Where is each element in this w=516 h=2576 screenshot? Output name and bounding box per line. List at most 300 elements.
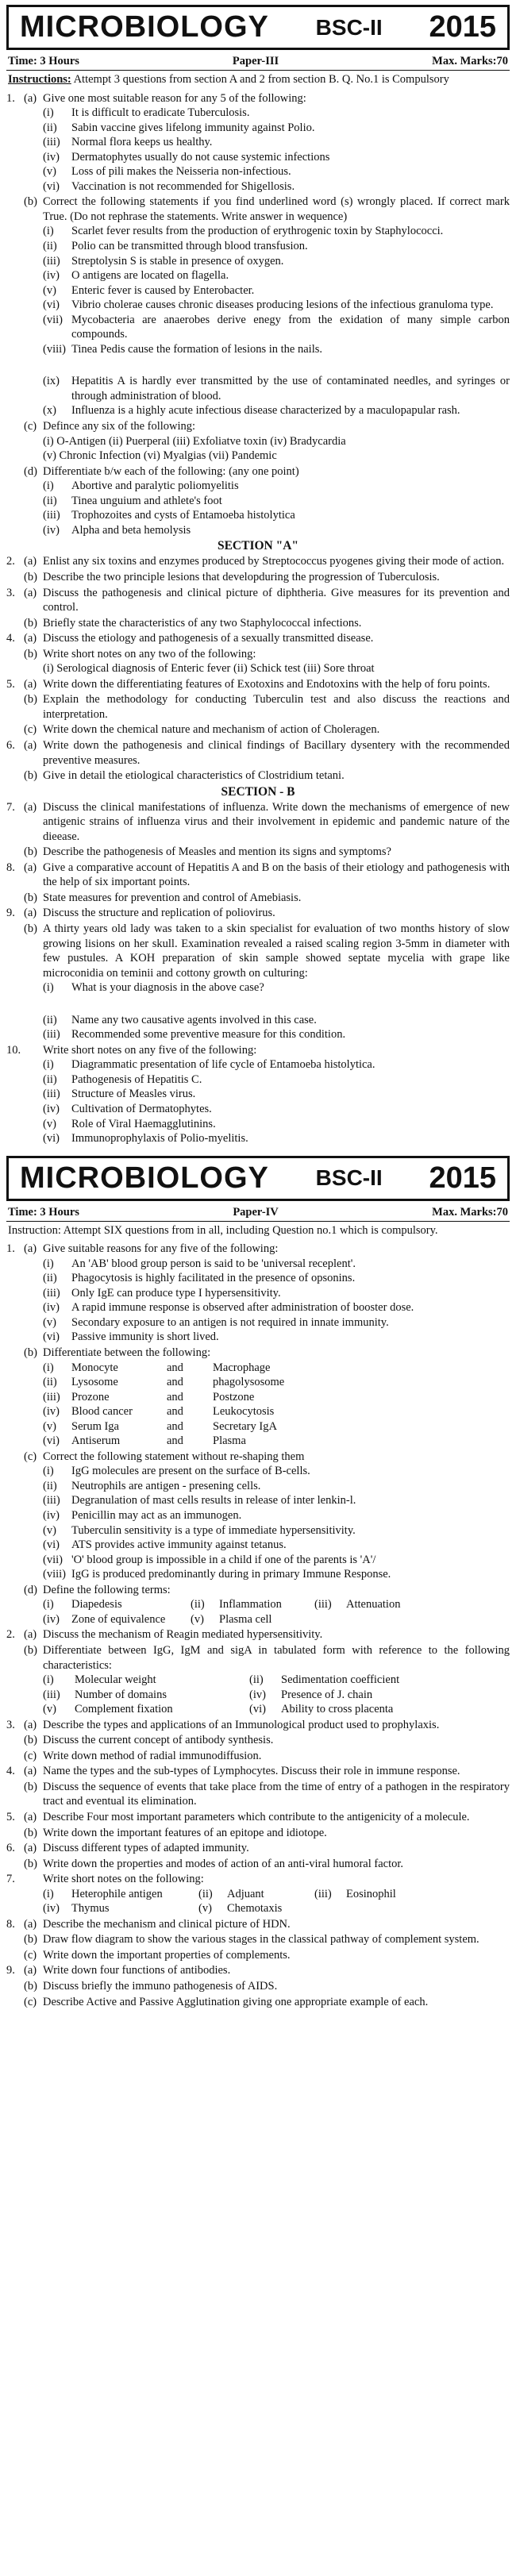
sub-question bbox=[6, 1479, 510, 1494]
indent bbox=[6, 135, 43, 150]
term-label: (v) bbox=[43, 1703, 56, 1716]
question-part bbox=[6, 1764, 510, 1779]
sub-question-text: Sabin vaccine gives lifelong immunity against Polio. bbox=[71, 121, 315, 134]
part-label: (a) bbox=[24, 1765, 37, 1778]
pair-and: and bbox=[167, 1376, 183, 1389]
indent bbox=[6, 150, 43, 165]
pair-left: Lysosome bbox=[71, 1376, 118, 1389]
part-label: (a) bbox=[24, 1628, 37, 1642]
indent bbox=[6, 1887, 43, 1902]
sub-question-text: Penicillin may act as an immunogen. bbox=[71, 1509, 242, 1523]
indent bbox=[6, 1361, 43, 1376]
question-number: 3. bbox=[6, 586, 15, 599]
term-label: (v) bbox=[191, 1612, 204, 1626]
sub-question bbox=[6, 1117, 510, 1132]
question-number bbox=[6, 1733, 24, 1748]
question-text: Write short notes on any five of the following: bbox=[43, 1043, 257, 1057]
term-label: (ii) bbox=[198, 1887, 213, 1900]
sub-label: (i) bbox=[43, 1361, 54, 1374]
question-part bbox=[6, 419, 510, 434]
question-text: Describe the two principle lesions that developduring the progression of Tuberculosis. bbox=[43, 570, 440, 583]
sub-question bbox=[6, 239, 510, 254]
paper4-year: 2015 bbox=[429, 1161, 496, 1195]
sub-label: (iv) bbox=[43, 150, 60, 164]
term-text: Inflammation bbox=[219, 1598, 282, 1611]
question-part bbox=[6, 1346, 510, 1361]
indent bbox=[6, 1087, 43, 1102]
question-part bbox=[6, 1963, 510, 1978]
question-number bbox=[6, 922, 24, 980]
sub-question bbox=[6, 135, 510, 150]
question-part bbox=[6, 906, 510, 921]
sub-question-text: ATS provides active immunity against tetanus. bbox=[71, 1538, 287, 1552]
sub-question bbox=[6, 179, 510, 194]
sub-question-text: Recommended some preventive measure for this condition. bbox=[71, 1028, 346, 1042]
question-number: 4. bbox=[6, 1765, 15, 1778]
question-part bbox=[6, 845, 510, 860]
sub-label: (vii) bbox=[43, 313, 63, 326]
indent bbox=[6, 1673, 43, 1688]
term-text: Zone of equivalence bbox=[71, 1612, 166, 1626]
question-text: Define the following terms: bbox=[43, 1583, 171, 1596]
term-text: Complement fixation bbox=[75, 1703, 173, 1716]
question-number bbox=[6, 1979, 24, 1994]
sub-label: (vi) bbox=[43, 179, 60, 193]
pair-right: Secretary IgA bbox=[213, 1419, 277, 1433]
sub-question-text: It is difficult to eradicate Tuberculosis. bbox=[71, 106, 250, 120]
indent bbox=[6, 268, 43, 283]
sub-question bbox=[6, 1102, 510, 1117]
sub-label: (viii) bbox=[43, 1568, 66, 1581]
part-label: (b) bbox=[24, 1933, 37, 1946]
question-number bbox=[6, 768, 24, 784]
sub-label: (i) bbox=[43, 479, 54, 493]
question-number bbox=[6, 1995, 24, 2010]
term-text bbox=[346, 1901, 465, 1916]
inline-list bbox=[6, 434, 510, 449]
question-part bbox=[6, 1995, 510, 2010]
part-label: (a) bbox=[24, 632, 37, 645]
sub-question bbox=[6, 164, 510, 179]
question-number bbox=[6, 1780, 24, 1809]
sub-question bbox=[6, 1057, 510, 1072]
term-row bbox=[6, 1688, 510, 1703]
question-part bbox=[6, 722, 510, 737]
question-part bbox=[6, 91, 510, 106]
inline-list-text: (i) Serological diagnosis of Enteric fever (ii) Schick test (iii) Sore throat bbox=[43, 662, 375, 676]
sub-question bbox=[6, 1013, 510, 1028]
question-number: 2. bbox=[6, 1628, 15, 1642]
pair-row bbox=[6, 1390, 510, 1405]
sub-question bbox=[6, 1131, 510, 1146]
exam-page bbox=[6, 0, 510, 2017]
question-text: Describe the types and applications of an Immunological product used to prophylaxis. bbox=[43, 1718, 440, 1731]
indent bbox=[6, 1257, 43, 1272]
question-text: Discuss the current concept of antibody synthesis. bbox=[43, 1734, 274, 1747]
term-text: Chemotaxis bbox=[227, 1902, 283, 1916]
part-label: (b) bbox=[24, 1979, 37, 1993]
part-label: (b) bbox=[24, 769, 37, 783]
paper3-marks: Max. Marks:70 bbox=[432, 55, 508, 67]
term-label: (iv) bbox=[249, 1688, 266, 1701]
question-part bbox=[6, 1841, 510, 1856]
pair-and: and bbox=[167, 1419, 183, 1433]
question-number bbox=[6, 891, 24, 906]
term-label: (ii) bbox=[249, 1673, 264, 1687]
question-number: 4. bbox=[6, 632, 15, 645]
sub-question-text: Tinea Pedis cause the formation of lesions in the nails. bbox=[71, 342, 322, 356]
paper3-year: 2015 bbox=[429, 10, 496, 44]
sub-label: (vi) bbox=[43, 1434, 60, 1448]
sub-label: (iii) bbox=[43, 1390, 60, 1404]
sub-label: (iii) bbox=[43, 509, 60, 522]
part-label: (c) bbox=[24, 1450, 37, 1463]
part-label: (a) bbox=[24, 800, 37, 814]
sub-question-text: Loss of pili makes the Neisseria non-infectious. bbox=[71, 165, 291, 179]
question-number: 1. bbox=[6, 1242, 15, 1256]
indent bbox=[6, 1102, 43, 1117]
sub-question bbox=[6, 150, 510, 165]
pair-right: phagolysosome bbox=[213, 1376, 285, 1389]
indent bbox=[6, 1508, 43, 1523]
sub-question-text: O antigens are located on flagella. bbox=[71, 269, 229, 283]
sub-label: (iii) bbox=[43, 1088, 60, 1101]
pair-and: and bbox=[167, 1361, 183, 1374]
question-number: 8. bbox=[6, 1917, 15, 1931]
sub-question bbox=[6, 1087, 510, 1102]
part-label: (b) bbox=[24, 1780, 37, 1793]
sub-label: (iv) bbox=[43, 1103, 60, 1115]
question-part bbox=[6, 570, 510, 585]
term-text: Diapedesis bbox=[71, 1598, 122, 1611]
question-text: Differentiate b/w each of the following: (any one point) bbox=[43, 464, 299, 478]
question-text: Write short notes on the following: bbox=[43, 1873, 204, 1886]
term-row bbox=[6, 1901, 510, 1916]
sub-question-text: Diagrammatic presentation of life cycle of Entamoeba histolytica. bbox=[71, 1058, 375, 1072]
pair-row bbox=[6, 1361, 510, 1376]
question-number bbox=[6, 1932, 24, 1947]
pair-row bbox=[6, 1419, 510, 1434]
question-number: 9. bbox=[6, 907, 15, 920]
question-part bbox=[6, 677, 510, 692]
inline-list-text: (v) Chronic Infection (vi) Myalgias (vii) Pandemic bbox=[43, 449, 277, 463]
part-label: (c) bbox=[24, 420, 37, 433]
sub-question bbox=[6, 508, 510, 523]
question-number: 7. bbox=[6, 800, 15, 814]
sub-label: (ii) bbox=[43, 1479, 57, 1492]
term-text: Eosinophil bbox=[346, 1887, 396, 1900]
question-text: Write down the properties and modes of action of an anti-viral humoral factor. bbox=[43, 1857, 404, 1870]
sub-question-text: Streptolysin S is stable in presence of oxygen. bbox=[71, 254, 284, 268]
sub-question bbox=[6, 523, 510, 538]
question-part bbox=[6, 861, 510, 890]
question-part bbox=[6, 1948, 510, 1963]
question-number bbox=[6, 1583, 24, 1598]
pair-row bbox=[6, 1434, 510, 1449]
question-text: Write down method of radial immunodiffusion. bbox=[43, 1749, 262, 1762]
sub-question-text: Influenza is a highly acute infectious disease characterized by a maculopapular rash. bbox=[71, 404, 460, 418]
term-label: (v) bbox=[198, 1902, 212, 1916]
paper4-time: Time: 3 Hours bbox=[8, 1205, 79, 1219]
sub-question-text: IgG molecules are present on the surface of B-cells. bbox=[71, 1465, 310, 1478]
part-label: (a) bbox=[24, 1842, 37, 1855]
question-text: Give one most suitable reason for any 5 of the following: bbox=[43, 91, 306, 105]
question-number: 3. bbox=[6, 1718, 15, 1731]
part-label: (b) bbox=[24, 195, 37, 209]
question-text: Discuss the mechanism of Reagin mediated hypersensitivity. bbox=[43, 1628, 323, 1642]
question-text: Enlist any six toxins and enzymes produced by Streptococcus pyogenes giving their mode of action. bbox=[43, 555, 505, 568]
indent bbox=[6, 1300, 43, 1315]
sub-question bbox=[6, 313, 510, 342]
paper4-paper: Paper-IV bbox=[233, 1205, 279, 1219]
paper4-question-1c bbox=[6, 1450, 510, 1597]
sub-question-text: Neutrophils are antigen - presening cells. bbox=[71, 1479, 261, 1492]
sub-question-text: Normal flora keeps us healthy. bbox=[71, 136, 213, 149]
indent bbox=[6, 1286, 43, 1301]
part-label: (b) bbox=[24, 845, 37, 859]
paper3-class: BSC-II bbox=[315, 14, 383, 40]
paper3-question-1 bbox=[6, 91, 510, 538]
inline-list bbox=[6, 449, 510, 464]
indent bbox=[6, 661, 43, 676]
question-number bbox=[6, 464, 24, 479]
part-label: (b) bbox=[24, 1643, 37, 1657]
question-number: 6. bbox=[6, 738, 15, 752]
indent bbox=[6, 1131, 43, 1146]
question-text: State measures for prevention and control of Amebiasis. bbox=[43, 891, 302, 904]
part-label: (a) bbox=[24, 677, 37, 691]
indent bbox=[6, 508, 43, 523]
sub-label: (v) bbox=[43, 1523, 56, 1537]
sub-question bbox=[6, 1072, 510, 1088]
indent bbox=[6, 1027, 43, 1042]
question-text: Describe the mechanism and clinical picture of HDN. bbox=[43, 1917, 291, 1931]
question-part bbox=[6, 1450, 510, 1465]
part-label: (c) bbox=[24, 1749, 37, 1762]
question-number bbox=[6, 1857, 24, 1872]
sub-label: (ii) bbox=[43, 1376, 57, 1389]
question-text: Explain the methodology for conducting Tuberculin test and also discuss the reactions and interpretation. bbox=[43, 693, 510, 721]
term-row bbox=[6, 1702, 510, 1717]
paper3-instructions bbox=[6, 71, 510, 90]
sub-question bbox=[6, 403, 510, 418]
question-number: 5. bbox=[6, 677, 15, 691]
question-number bbox=[6, 616, 24, 631]
indent bbox=[6, 479, 43, 494]
question-part bbox=[6, 194, 510, 224]
sub-label: (iv) bbox=[43, 1405, 60, 1419]
question-number: 8. bbox=[6, 861, 15, 874]
pair-right: Plasma bbox=[213, 1434, 246, 1448]
indent bbox=[6, 1419, 43, 1434]
term-row bbox=[6, 1612, 510, 1627]
question-text: Give suitable reasons for any five of the following: bbox=[43, 1242, 279, 1256]
question-number: 5. bbox=[6, 1810, 15, 1823]
question-text: Write down the pathogenesis and clinical findings of Bacillary dysentery with the recommended preventive measures. bbox=[43, 738, 510, 767]
question-number bbox=[6, 1749, 24, 1764]
pair-right: Macrophage bbox=[213, 1361, 271, 1374]
paper4-define-terms bbox=[6, 1597, 510, 1627]
sub-question bbox=[6, 374, 510, 403]
part-label: (a) bbox=[24, 1810, 37, 1823]
term-row bbox=[6, 1887, 510, 1902]
sub-question bbox=[6, 1271, 510, 1286]
sub-question-text: Pathogenesis of Hepatitis C. bbox=[71, 1072, 202, 1086]
term-label bbox=[314, 1901, 346, 1916]
term-label: (iv) bbox=[43, 1902, 60, 1916]
part-label: (b) bbox=[24, 616, 37, 630]
indent bbox=[6, 1901, 43, 1916]
term-text: Number of domains bbox=[75, 1688, 167, 1701]
sub-label: (ii) bbox=[43, 1272, 57, 1285]
question-number bbox=[6, 1643, 24, 1673]
inline-list bbox=[6, 661, 510, 676]
question-text: Write short notes on any two of the following: bbox=[43, 647, 256, 660]
sub-label: (ii) bbox=[43, 240, 57, 253]
sub-label: (iii) bbox=[43, 1286, 60, 1300]
part-label bbox=[24, 1043, 43, 1058]
sub-question-text: Phagocytosis is highly facilitated in the presence of opsonins. bbox=[71, 1272, 356, 1285]
pair-right: Leukocytosis bbox=[213, 1405, 275, 1419]
question-text: Discuss the clinical manifestations of influenza. Write down the mechanisms of emergence of new antigenic strains of influenza virus and their involvement in epidemic and pandemic nature of the dieease. bbox=[43, 800, 510, 843]
question-text: Briefly state the characteristics of any two Staphylococcal infections. bbox=[43, 616, 362, 630]
question-part bbox=[6, 768, 510, 784]
question-part bbox=[6, 692, 510, 722]
term-text: Heterophile antigen bbox=[71, 1887, 163, 1900]
term-text bbox=[346, 1612, 465, 1627]
sub-label: (iv) bbox=[43, 1509, 60, 1523]
term-label: (i) bbox=[43, 1598, 54, 1611]
sub-question bbox=[6, 1567, 510, 1582]
question-number: 2. bbox=[6, 555, 15, 568]
question-number: 9. bbox=[6, 1964, 15, 1977]
pair-and: and bbox=[167, 1434, 183, 1448]
indent bbox=[6, 1271, 43, 1286]
part-label: (a) bbox=[24, 586, 37, 599]
paper4-banner bbox=[6, 1156, 510, 1201]
indent bbox=[6, 449, 43, 464]
indent bbox=[6, 1597, 43, 1612]
question-text: Give a comparative account of Hepatitis A and B on the basis of their etiology and pathogenesis with the help of six important points. bbox=[43, 861, 510, 889]
question-text: Give in detail the etiological characteristics of Clostridium tetani. bbox=[43, 769, 345, 783]
sub-question bbox=[6, 494, 510, 509]
indent bbox=[6, 1688, 43, 1703]
sub-question-text: Vibrio cholerae causes chronic diseases producing lesions of the infectious granuloma type. bbox=[71, 298, 494, 312]
question-text: Differentiate between the following: bbox=[43, 1346, 211, 1360]
indent bbox=[6, 179, 43, 194]
question-number: 1. bbox=[6, 91, 15, 105]
question-part bbox=[6, 1242, 510, 1257]
question-part bbox=[6, 1627, 510, 1642]
sub-label: (vi) bbox=[43, 1132, 60, 1146]
question-part bbox=[6, 1583, 510, 1598]
term-label: (ii) bbox=[191, 1598, 205, 1611]
paper3-section-a bbox=[6, 554, 510, 783]
term-label: (iii) bbox=[314, 1598, 332, 1611]
sub-label: (v) bbox=[43, 165, 56, 179]
question-number bbox=[6, 194, 24, 224]
sub-question-text: Only IgE can produce type I hypersensitivity. bbox=[71, 1286, 281, 1300]
question-number bbox=[6, 845, 24, 860]
question-part bbox=[6, 464, 510, 479]
paper4-marks: Max. Marks:70 bbox=[432, 1205, 508, 1219]
paper3-meta bbox=[6, 53, 510, 71]
sub-label: (v) bbox=[43, 1117, 56, 1130]
paper4-class: BSC-II bbox=[315, 1165, 383, 1191]
paper3-instructions-text: Attempt 3 questions from section A and 2 from section B. Q. No.1 is Compulsory bbox=[71, 73, 449, 86]
term-label: (iv) bbox=[43, 1612, 60, 1626]
question-part bbox=[6, 1643, 510, 1673]
question-part bbox=[6, 891, 510, 906]
question-text: Discuss the pathogenesis and clinical picture of diphtheria. Give measures for its prevention and control. bbox=[43, 586, 510, 614]
question-number: 7. bbox=[6, 1873, 15, 1886]
term-label: (i) bbox=[43, 1887, 54, 1900]
indent bbox=[6, 1375, 43, 1390]
sub-question-text: Secondary exposure to an antigen is not required in innate immunity. bbox=[71, 1315, 389, 1329]
sub-question bbox=[6, 1464, 510, 1479]
term-text: Ability to cross placenta bbox=[281, 1703, 394, 1716]
sub-label: (iii) bbox=[43, 1028, 60, 1042]
sub-label: (i) bbox=[43, 981, 54, 995]
sub-question-text: What is your diagnosis in the above case? bbox=[71, 981, 264, 995]
sub-question bbox=[6, 1508, 510, 1523]
part-label bbox=[24, 1872, 43, 1887]
question-text: Discuss the sequence of events that take place from the time of entry of a pathogen in the respiratory tract and eventual its elimination. bbox=[43, 1780, 510, 1808]
sub-label: (vi) bbox=[43, 1538, 60, 1552]
sub-question-text: Passive immunity is short lived. bbox=[71, 1330, 219, 1344]
part-label: (b) bbox=[24, 891, 37, 904]
part-label: (a) bbox=[24, 907, 37, 920]
sub-question bbox=[6, 479, 510, 494]
sub-question-text: Structure of Measles virus. bbox=[71, 1088, 196, 1101]
sub-question bbox=[6, 1330, 510, 1345]
paper3-paper: Paper-III bbox=[232, 55, 279, 67]
paper4-meta bbox=[6, 1204, 510, 1222]
part-label: (a) bbox=[24, 861, 37, 874]
paper4-questions-8-9 bbox=[6, 1917, 510, 2009]
sub-question-text: Scarlet fever results from the production of erythrogenic toxin by Staphylococci. bbox=[71, 225, 444, 238]
question-part bbox=[6, 800, 510, 845]
question-part bbox=[6, 1826, 510, 1841]
sub-label: (iv) bbox=[43, 523, 60, 537]
pair-left: Antiserum bbox=[71, 1434, 121, 1448]
sub-label: (i) bbox=[43, 1058, 54, 1072]
part-label: (b) bbox=[24, 570, 37, 583]
indent bbox=[6, 980, 43, 995]
inline-list-text: (i) O-Antigen (ii) Puerperal (iii) Exfoliatve toxin (iv) Bradycardia bbox=[43, 434, 346, 448]
indent bbox=[6, 1702, 43, 1717]
term-text: Thymus bbox=[71, 1902, 110, 1916]
question-text: Discuss briefly the immuno pathogenesis of AIDS. bbox=[43, 1979, 278, 1993]
question-text: A thirty years old lady was taken to a skin specialist for evaluation of two months history of slow growing lisions on her skull. Examination revealed a raised scaling region 3-5mm in diameter with few pustules. A KOH preparation of skin sample showed septate mycelia with grape like microconidia on teminii and cottony growth on culturing: bbox=[43, 922, 510, 980]
paper4-subject: MICROBIOLOGY bbox=[20, 1161, 269, 1195]
question-number: 10. bbox=[6, 1043, 21, 1057]
question-text: Defince any six of the following: bbox=[43, 420, 196, 433]
sub-question-text: A rapid immune response is observed after administration of booster dose. bbox=[71, 1301, 414, 1315]
sub-question bbox=[6, 224, 510, 239]
sub-label: (v) bbox=[43, 1419, 56, 1433]
indent bbox=[6, 1434, 43, 1449]
question-text: Write down four functions of antibodies. bbox=[43, 1964, 231, 1977]
sub-question bbox=[6, 1315, 510, 1330]
paper4-instructions: Instruction: Attempt SIX questions from in all, including Question no.1 which is compulsory. bbox=[8, 1223, 438, 1237]
sub-question-text: IgG is produced predominantly during in primary Immune Response. bbox=[71, 1568, 391, 1581]
question-text: Describe Four most important parameters which contribute to the antigenicity of a molecule. bbox=[43, 1810, 470, 1823]
part-label: (b) bbox=[24, 1826, 37, 1839]
sub-label: (viii) bbox=[43, 342, 66, 356]
sub-question bbox=[6, 1257, 510, 1272]
sub-label: (iii) bbox=[43, 136, 60, 149]
